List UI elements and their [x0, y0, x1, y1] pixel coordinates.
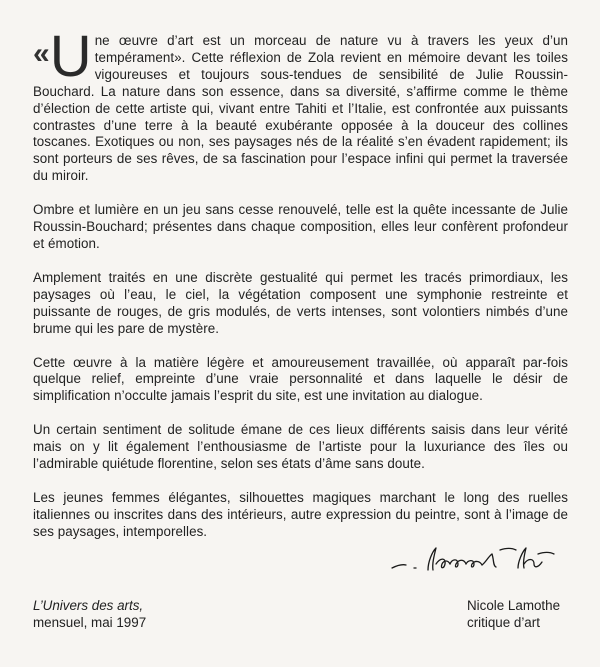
paragraph-1: [33, 24, 568, 185]
source-citation: [33, 597, 146, 631]
author-block: [467, 597, 560, 631]
article-body: [33, 24, 568, 558]
paragraph-5: Un certain sentiment de solitude émane de ces lieux différents saisis dans leur vérité mais on y lit également l’enthousiasme de l’artiste pour la luxuriance des îles ou l’admirable quiétude florentine, selon ses états d’âme sans doute.: [33, 422, 568, 472]
author-role: critique d’art: [467, 615, 540, 630]
paragraph-1-text: ne œuvre d’art est un morceau de nature vu à travers les yeux d’un tempérament». Cette réflexion de Zola revient en mémoire devant les toiles vigoureuses et toujours sous-tendues de sensibilité de Julie Roussin-Bouchard. La nature dans son essence, dans sa diversité, s’affirme comme le thème d’élection de cette artiste qui, vivant entre Tahiti et l’Italie, est confrontée aux puissants contrastes d’une terre à la beauté exubérante opposée à la douceur des collines toscanes. Exotiques ou non, ses paysages nés de la réalité s’en évadent rapidement; ils sont porteurs de ses rêves, de sa fascination pour l’espace infini qui permet la traversée du miroir.: [33, 33, 568, 184]
author-name: Nicole Lamothe: [467, 598, 561, 613]
paragraph-6: Les jeunes femmes élégantes, silhouettes magiques marchant le long des ruelles italiennes ou inscrites dans des intérieurs, autre expression du peintre, sont à l’image de ses paysages, intemporelles.: [33, 489, 568, 539]
handwritten-signature: [388, 540, 568, 580]
paragraph-2: Ombre et lumière en un jeu sans cesse renouvelé, telle est la quête incessante de Julie Roussin-Bouchard; présentes dans chaque composition, elles leur confèrent profondeur et émotion.: [33, 202, 568, 251]
publication-date: mensuel, mai 1997: [33, 615, 147, 630]
drop-cap: U: [49, 24, 92, 89]
open-quote-mark: «: [33, 37, 50, 70]
publication-name: L’Univers des arts,: [33, 598, 144, 613]
paragraph-3: Amplement traités en une discrète gestualité qui permet les tracés primordiaux, les paysages où l’eau, le ciel, la végétation composent une symphonie restreinte et puissante de rouges, de gris modulés, de verts intenses, sont volontiers nimbés d’une brume qui les pare de mystère.: [33, 269, 568, 336]
paragraph-4: Cette œuvre à la matière légère et amoureusement travaillée, où apparaît par-fois quelque relief, empreinte d’une vraie personnalité et dans laquelle le désir de simplification n’occulte jamais l’esprit du site, est une invitation au dialogue.: [33, 354, 568, 404]
